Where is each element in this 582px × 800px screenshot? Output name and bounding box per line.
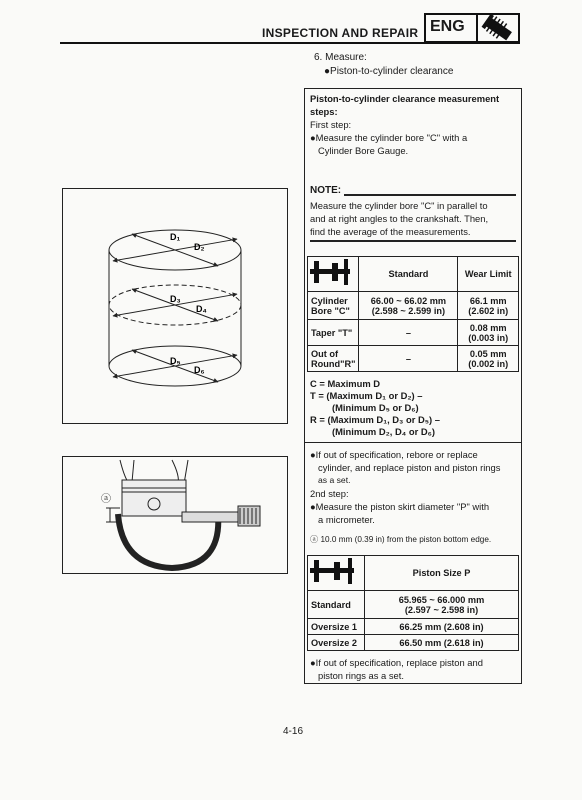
formula-r1: R = (Maximum D₁, D₃ or D₅) – [310,414,440,425]
note-rule-top [344,194,516,196]
table-row [308,346,519,372]
note-line3: find the average of the measurements. [310,226,471,237]
standard-value-in: (2.598 ~ 2.599 in) [371,305,446,316]
engine-icon [480,15,518,41]
row-label-1: Out of [311,348,339,359]
piston-value: 66.25 mm (2.608 in) [365,619,519,635]
out-of-spec1-line3: as a set. [318,475,351,485]
standard-value: – [359,320,458,346]
section-title: INSPECTION AND REPAIR [262,26,419,40]
caliper-icon [308,556,364,588]
piston-micrometer-diagram [62,456,288,574]
note-rule-bottom [310,240,516,242]
label-d5: D₅ [170,356,181,366]
table-row [308,292,519,320]
second-step-label: 2nd step: [310,488,349,499]
cylinder-diagram [62,188,288,424]
standard-value: 66.00 ~ 66.02 mm [370,295,447,306]
first-step-label: First step: [310,119,352,130]
divider [304,442,522,443]
page-number: 4-16 [283,726,304,737]
label-d3: D₃ [170,294,181,304]
procedure-heading-2: steps: [310,106,338,117]
note-label: NOTE: [310,185,342,196]
header-piston-size: Piston Size P [365,556,519,591]
row-label-2: Bore "C" [311,305,350,316]
second-step-line1: ●Measure the piston skirt diameter "P" with [310,501,490,512]
caliper-icon [308,257,358,289]
note-line1: Measure the cylinder bore "C" in parallel to [310,200,488,211]
row-label: Oversize 2 [308,635,365,651]
label-d1: D₁ [170,232,181,242]
step-number: 6. Measure: [314,52,367,63]
row-label-1: Cylinder [311,295,348,306]
procedure-heading-1: Piston-to-cylinder clearance measurement [310,93,500,104]
measure-bore-line2: Cylinder Bore Gauge. [318,145,409,156]
out-of-spec2-line1: ●If out of specification, replace piston and [310,657,483,668]
table-row [308,619,519,635]
measure-bore-line1: ●Measure the cylinder bore "C" with a [310,132,468,143]
label-d4: D₄ [196,304,207,314]
formula-c: C = Maximum D [310,378,381,389]
second-step-line2: a micrometer. [318,514,375,525]
step-bullet: ●Piston-to-cylinder clearance [324,66,454,77]
eng-badge-divider [476,13,478,43]
formula-r2: (Minimum D₂, D₄ or D₆) [332,426,435,437]
out-of-spec2-line2: piston rings as a set. [318,670,404,681]
row-label-1: Taper "T" [308,320,359,346]
row-label: Oversize 1 [308,619,365,635]
reference-note [310,533,491,546]
table-row [308,320,519,346]
header-standard: Standard [359,257,458,292]
piston-value: 66.50 mm (2.618 in) [365,635,519,651]
standard-value: – [359,346,458,372]
out-of-spec1-line2: cylinder, and replace piston and piston rings [318,462,501,473]
limit-value: 66.1 mm [469,295,507,306]
table-icon-cell [308,556,365,591]
row-label: Standard [308,591,365,619]
label-a: ⓐ [101,494,111,505]
note-line2: and at right angles to the crankshaft. Then, [310,213,489,224]
table-row [308,635,519,651]
reference-text: 10.0 mm (0.39 in) from the piston bottom edge. [320,535,492,544]
piston-value: 65.965 ~ 66.000 mm [398,594,485,605]
label-d2: D₂ [194,242,205,252]
row-label-2: Round"R" [311,358,356,369]
formula-t2: (Minimum D₅ or D₆) [332,402,419,413]
table-icon-cell [308,257,359,292]
eng-badge-label: ENG [430,18,465,35]
piston-size-table [307,555,519,651]
table-row [308,591,519,619]
label-d6: D₆ [194,365,205,375]
out-of-spec1-line1: ●If out of specification, rebore or replace [310,449,478,460]
piston-value-in: (2.597 ~ 2.598 in) [404,604,479,615]
limit-value-in: (2.602 in) [468,305,509,316]
limit-value-in: (0.003 in) [468,332,509,343]
limit-value-in: (0.002 in) [468,358,509,369]
reference-marker: ⓐ [310,535,319,544]
limit-value: 0.05 mm [469,348,507,359]
header-wear-limit: Wear Limit [458,257,519,292]
formula-t1: T = (Maximum D₁ or D₂) – [310,390,423,401]
cylinder-spec-table [307,256,519,372]
limit-value: 0.08 mm [469,322,507,333]
